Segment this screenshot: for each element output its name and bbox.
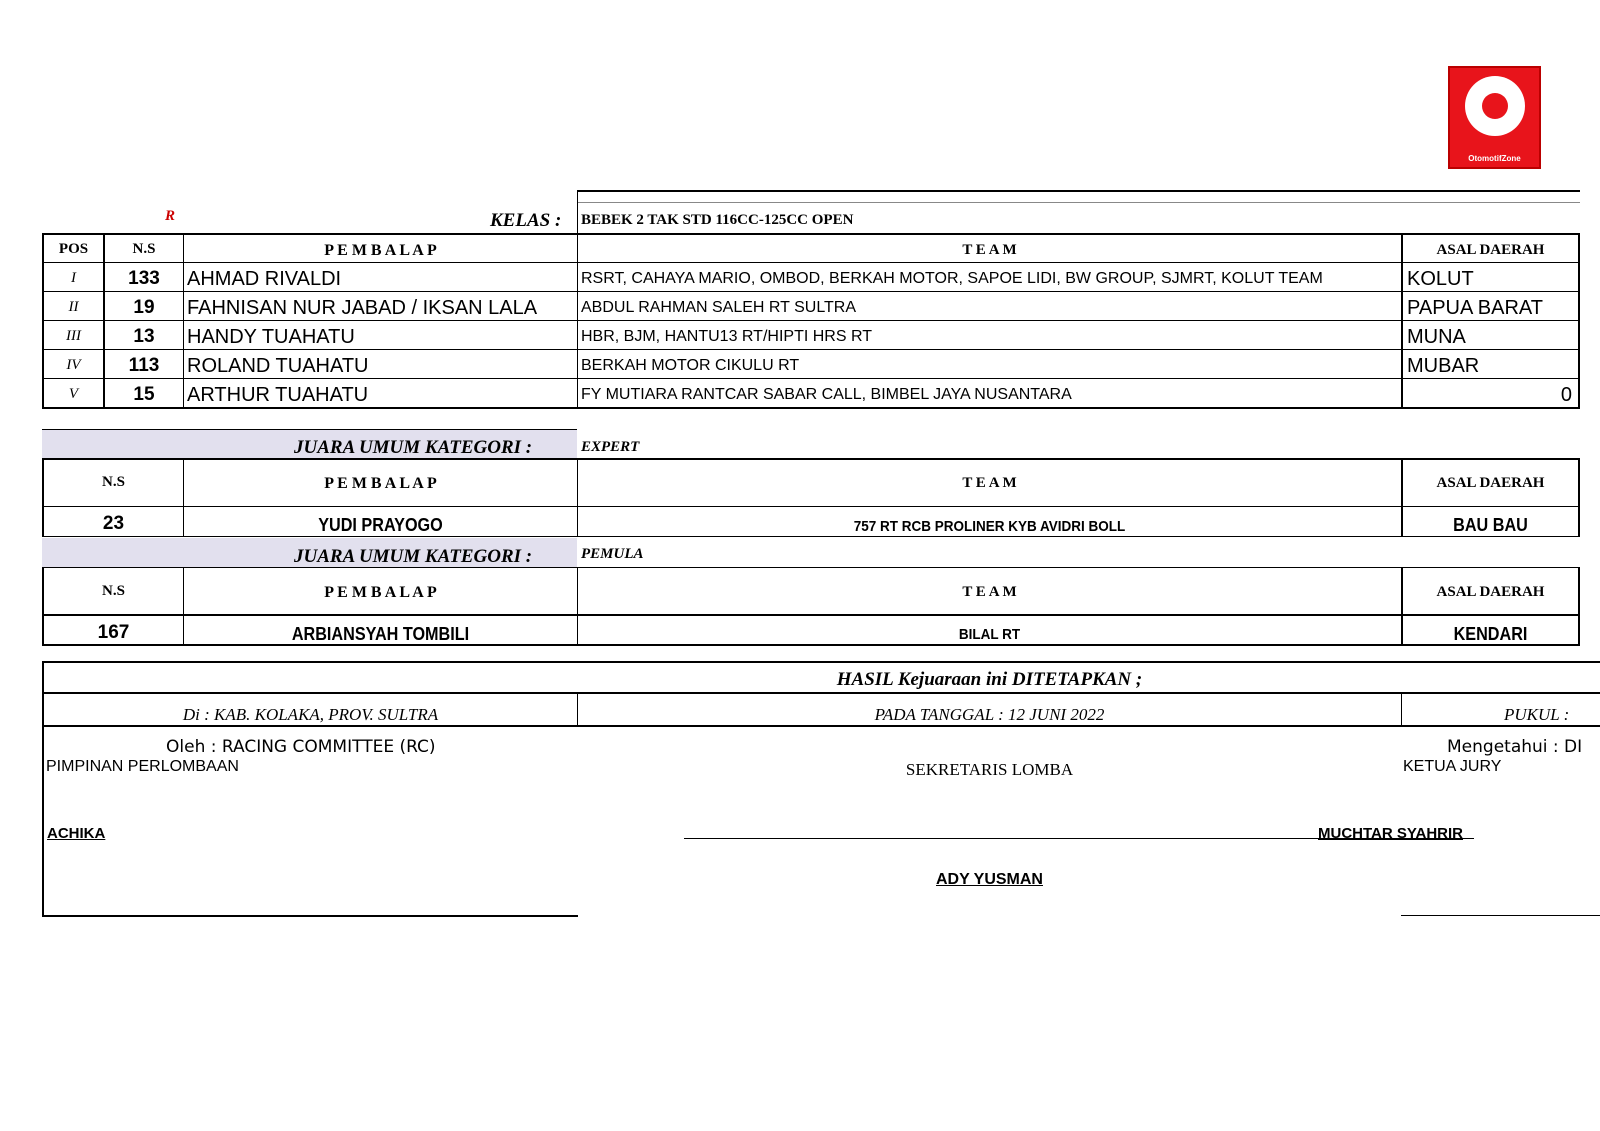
pemula-header-team: T E A M [962, 584, 1017, 600]
expert-ns: 23 [102, 513, 125, 534]
row-5-pos: V [68, 386, 79, 402]
pemula-header-pembalap: P E M B A L A P [324, 584, 437, 601]
expert-category: EXPERT [581, 439, 640, 455]
footer-ketua: KETUA JURY [1403, 758, 1502, 775]
signature-pimpinan: ACHIKA [47, 825, 106, 842]
row-1-ns: 133 [128, 268, 160, 289]
row-5-team: FY MUTIARA RANTCAR SABAR CALL, BIMBEL JAYA NUSANTARA [581, 386, 1072, 403]
expert-header-asal: ASAL DAERAH [1436, 475, 1545, 491]
row-4-ns: 113 [128, 355, 160, 376]
footer-di: Di : KAB. KOLAKA, PROV. SULTRA [182, 705, 439, 724]
logo-ring-icon [1465, 76, 1525, 136]
footer-pimpinan: PIMPINAN PERLOMBAAN [46, 758, 239, 775]
footer-tanggal: PADA TANGGAL : 12 JUNI 2022 [874, 705, 1105, 724]
expert-header-ns: N.S [102, 474, 125, 490]
row-1-pos: I [71, 270, 76, 286]
expert-name: YUDI PRAYOGO [318, 515, 443, 535]
row-4-pos: IV [66, 357, 81, 373]
row-4-asal: MUBAR [1407, 355, 1480, 377]
header-pembalap: P E M B A L A P [324, 242, 437, 259]
signature-sekretaris: ADY YUSMAN [936, 871, 1043, 888]
row-3-pos: III [66, 328, 81, 344]
r-marker: R [165, 208, 176, 224]
row-3-asal: MUNA [1407, 326, 1466, 348]
signature-ketua: MUCHTAR SYAHRIR [1318, 825, 1464, 842]
pemula-ns: 167 [97, 622, 130, 643]
pemula-label: JUARA UMUM KATEGORI : [294, 546, 533, 567]
footer-title: HASIL Kejuaraan ini DITETAPKAN ; [836, 669, 1143, 690]
row-3-ns: 13 [133, 326, 155, 347]
footer-sekretaris: SEKRETARIS LOMBA [905, 760, 1074, 779]
expert-asal: BAU BAU [1453, 515, 1528, 535]
footer-mengetahui: Mengetahui : DI [1447, 737, 1583, 757]
pemula-category: PEMULA [581, 546, 644, 562]
expert-label: JUARA UMUM KATEGORI : [294, 437, 533, 458]
footer-pukul: PUKUL : [1504, 705, 1570, 724]
row-4-team: BERKAH MOTOR CIKULU RT [581, 357, 800, 374]
pemula-header-asal: ASAL DAERAH [1436, 584, 1545, 600]
row-5-ns: 15 [133, 384, 155, 405]
row-5-name: ARTHUR TUAHATU [187, 384, 369, 406]
row-2-ns: 19 [133, 297, 155, 318]
row-5-asal: 0 [1560, 384, 1572, 406]
row-4-name: ROLAND TUAHATU [187, 355, 369, 377]
row-1-team: RSRT, CAHAYA MARIO, OMBOD, BERKAH MOTOR, SAPOE LIDI, BW GROUP, SJMRT, KOLUT TEAM [581, 270, 1323, 287]
logo-text: OtomotifZone [1468, 154, 1521, 163]
footer-oleh: Oleh : RACING COMMITTEE (RC) [166, 737, 436, 757]
row-2-pos: II [68, 299, 79, 315]
pemula-name: ARBIANSYAH TOMBILI [291, 624, 470, 644]
row-2-name: FAHNISAN NUR JABAD / IKSAN LALA [187, 297, 538, 319]
row-2-team: ABDUL RAHMAN SALEH RT SULTRA [581, 299, 857, 316]
otomotifzone-logo [1448, 66, 1541, 169]
pemula-header-ns: N.S [102, 583, 125, 599]
header-team: T E A M [962, 242, 1017, 258]
row-3-team: HBR, BJM, HANTU13 RT/HIPTI HRS RT [581, 328, 872, 345]
header-ns: N.S [132, 241, 156, 257]
expert-header-pembalap: P E M B A L A P [324, 475, 437, 492]
expert-team: 757 RT RCB PROLINER KYB AVIDRI BOLL [853, 518, 1126, 535]
row-1-name: AHMAD RIVALDI [187, 268, 342, 290]
row-2-asal: PAPUA BARAT [1407, 297, 1543, 319]
pemula-team: BILAL RT [958, 626, 1021, 643]
header-asal: ASAL DAERAH [1436, 242, 1545, 258]
kelas-label: KELAS : [490, 210, 562, 231]
expert-header-team: T E A M [962, 475, 1017, 491]
row-3-name: HANDY TUAHATU [187, 326, 355, 348]
row-1-asal: KOLUT [1407, 268, 1474, 290]
kelas-value: BEBEK 2 TAK STD 116CC-125CC OPEN [581, 212, 854, 228]
pemula-asal: KENDARI [1453, 624, 1528, 644]
header-pos: POS [58, 241, 89, 257]
